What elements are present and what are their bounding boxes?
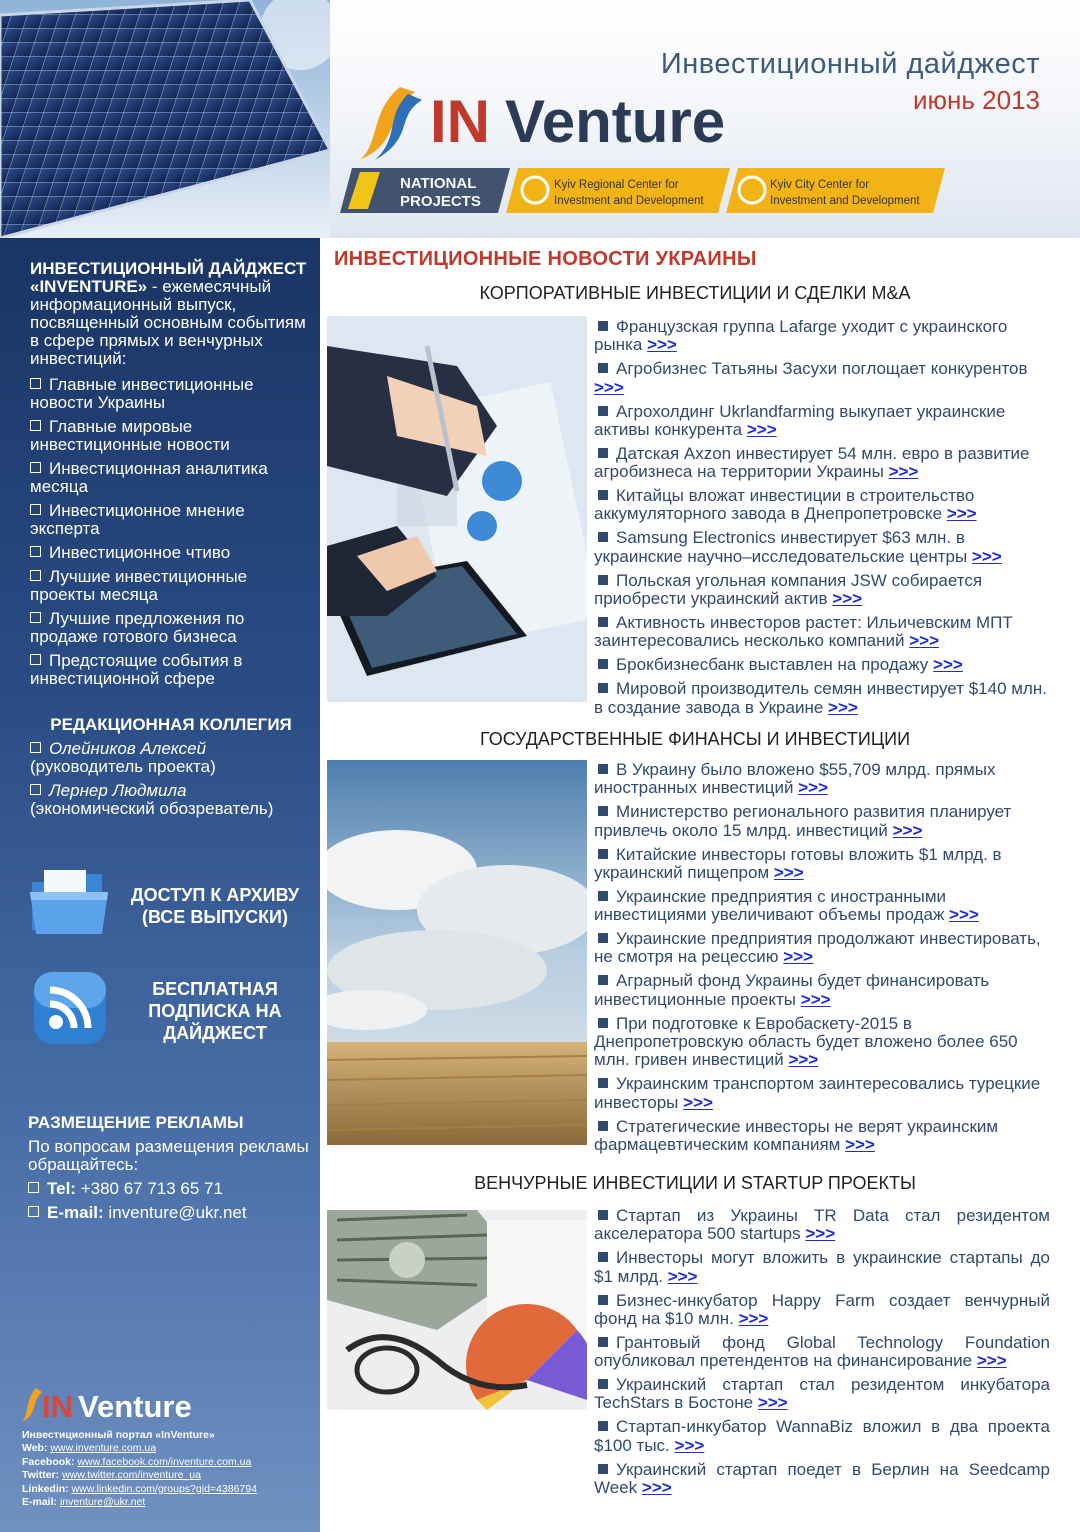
svg-text:IN: IN <box>42 1389 73 1424</box>
category-title: ГОСУДАРСТВЕННЫЕ ФИНАНСЫ И ИНВЕСТИЦИИ <box>479 729 911 749</box>
news-item[interactable]: Датская Axzon инвестирует 54 млн. евро в развитие агробизнеса на территории Украины >>> <box>594 443 1030 482</box>
checkbox-icon <box>30 462 41 473</box>
news-item[interactable]: Украинским транспортом заинтересовались турецкие инвесторы >>> <box>594 1074 1041 1112</box>
bullet-icon <box>598 575 608 585</box>
bullet-icon <box>598 448 608 458</box>
news-item[interactable]: Агрохолдинг Ukrlandfarming выкупает украинские активы конкурента >>> <box>594 401 1006 439</box>
checkbox-icon <box>30 570 41 581</box>
footer-link-facebook[interactable]: Facebook: www.facebook.com/inventure.com.ua <box>22 1455 252 1468</box>
news-item[interactable]: Министерство регионального развития планирует привлечь около 15 млрд. инвестиций >>> <box>594 802 1012 840</box>
bullet-icon <box>598 1078 608 1088</box>
bullet-icon <box>598 933 608 943</box>
bullet-icon <box>598 1337 608 1347</box>
sky-field-photo <box>327 760 587 1145</box>
bullet-icon <box>598 363 608 373</box>
sidebar-intro <box>30 260 312 368</box>
news-item[interactable]: Китайцы вложат инвестиции в строительство аккумуляторного завода в Днепропетровске >>> <box>594 486 977 524</box>
bullet-icon <box>598 683 608 693</box>
news-item[interactable]: Мировой производитель семян инвестирует $140 млн. в создание завода в Украине >>> <box>594 679 1047 717</box>
bullet-icon <box>598 764 608 774</box>
news-list <box>594 761 1050 1160</box>
news-item[interactable]: Инвесторы могут вложить в украинские стартапы до $1 млрд. >>> <box>594 1248 1050 1286</box>
bullet-icon <box>598 975 608 985</box>
bullet-icon <box>598 321 608 331</box>
email-line[interactable]: E-mail: inventure@ukr.net <box>28 1204 310 1222</box>
svg-text:PROJECTS: PROJECTS <box>400 193 481 210</box>
svg-text:NATIONAL: NATIONAL <box>400 175 477 192</box>
bullet-icon <box>598 617 608 627</box>
news-item[interactable]: Украинский стартап стал резидентом инкубатора TechStars в Бостоне >>> <box>594 1375 1050 1413</box>
news-item[interactable]: Украинские предприятия с иностранными инвестициями увеличивают объемы продаж >>> <box>594 886 979 925</box>
svg-text:Kyiv Regional Center for: Kyiv Regional Center for <box>554 179 679 191</box>
news-list <box>594 318 1050 723</box>
svg-text:Venture: Venture <box>505 88 726 155</box>
topic-item: Главные мировые инвестиционные новости <box>30 417 230 454</box>
subscribe-link[interactable]: БЕСПЛАТНАЯ ПОДПИСКА НА ДАЙДЖЕСТ <box>148 979 282 1043</box>
issue-date: июнь 2013 <box>913 85 1040 115</box>
topic-item: Инвестиционная аналитика месяца <box>30 459 268 496</box>
news-item[interactable]: Китайские инвесторы готовы вложить $1 млрд. в украинский пищепром >>> <box>594 844 1002 882</box>
bullet-icon <box>598 1018 608 1028</box>
bullet-icon <box>598 1421 608 1431</box>
intro-bold: ИНВЕСТИЦИОННЫЙ ДАЙДЖЕСТ «INVENTURE» <box>30 259 307 296</box>
news-item[interactable]: Samsung Electronics инвестирует $63 млн. в украинские научно–исследовательские центры >>> <box>594 528 1002 566</box>
business-hands-photo <box>327 316 587 702</box>
digest-title: Инвестиционный дайджест <box>660 48 1040 80</box>
sidebar-footer <box>22 1386 312 1510</box>
category-title: КОРПОРАТИВНЫЕ ИНВЕСТИЦИИ И СДЕЛКИ M&A <box>479 283 911 303</box>
intro-text: - ежемесячный информационный выпуск, посвященный основным событиям в сфере прямых и венчурных инвестиций: <box>30 277 306 368</box>
footer-link-twitter[interactable]: Twitter: www.twitter.com/inventure_ua <box>22 1469 201 1481</box>
checkbox-icon <box>30 378 41 389</box>
editorial-title: РЕДАКЦИОННАЯ КОЛЛЕГИЯ <box>50 715 292 734</box>
topic-item: Лучшие предложения по продаже готового бизнеса <box>30 609 245 646</box>
bullet-icon <box>598 1210 608 1220</box>
svg-text:IN: IN <box>430 88 490 155</box>
header-banner <box>0 0 1080 238</box>
news-item[interactable]: Стартап из Украины TR Data стал резидентом акселератора 500 startups >>> <box>594 1206 1050 1244</box>
ads-text: По вопросам размещения рекламы обращайтесь: <box>28 1137 309 1174</box>
news-item[interactable]: Французская группа Lafarge уходит с украинского рынка >>> <box>594 317 1008 355</box>
inventure-logo <box>360 82 860 162</box>
checkbox-icon <box>28 1206 39 1217</box>
svg-text:Investment and Development: Investment and Development <box>554 195 704 207</box>
archive-folder-icon[interactable] <box>28 868 110 938</box>
bullet-icon <box>598 806 608 816</box>
bullet-icon <box>598 1121 608 1131</box>
news-item[interactable]: Грантовый фонд Global Technology Foundation опубликовал претендентов на финансирование >>> <box>594 1332 1050 1371</box>
svg-text:Venture: Venture <box>78 1389 192 1424</box>
bullet-icon <box>598 1379 608 1389</box>
section-title: ИНВЕСТИЦИОННЫЕ НОВОСТИ УКРАИНЫ <box>334 248 757 270</box>
checkbox-icon <box>30 654 41 665</box>
news-item[interactable]: Польская угольная компания JSW собирается приобрести украинский актив >>> <box>594 570 983 608</box>
bullet-icon <box>598 532 608 542</box>
topic-list <box>30 376 312 694</box>
topic-item: Предстоящие события в инвестиционной сфере <box>30 651 243 688</box>
money-chart-photo <box>327 1210 587 1410</box>
topic-item: Инвестиционное чтиво <box>30 544 312 562</box>
bullet-icon <box>598 1464 608 1474</box>
checkbox-icon <box>30 612 41 623</box>
checkbox-icon <box>30 504 41 515</box>
topic-item: Лучшие инвестиционные проекты месяца <box>30 567 248 604</box>
solar-panels-image <box>0 0 330 238</box>
news-item[interactable]: Бизнес-инкубатор Happy Farm создает венчурный фонд на $10 млн. >>> <box>594 1290 1050 1328</box>
news-item[interactable]: В Украину было вложено $55,709 млрд. прямых иностранных инвестиций >>> <box>594 760 996 798</box>
news-item[interactable]: При подготовке к Евробаскету-2015 в Днепропетровскую область будет вложено более 650 млн. гривен инвестиций >>> <box>594 1013 1018 1070</box>
news-item[interactable]: Агробизнес Татьяны Засухи поглощает конкурентов >>> <box>594 359 1028 397</box>
news-item[interactable]: Стратегические инвесторы не верят украинским фармацевтическим компаниям >>> <box>594 1116 999 1154</box>
news-item[interactable]: Украинский стартап поедет в Берлин на Seedcamp Week >>> <box>594 1459 1050 1497</box>
portal-name: Инвестиционный портал «InVenture» <box>22 1428 215 1441</box>
news-item[interactable]: Стартап-инкубатор WannaBiz вложил в два проекта $100 тыс. >>> <box>594 1417 1050 1455</box>
bullet-icon <box>598 1295 608 1305</box>
editorial-list <box>30 740 312 818</box>
bullet-icon <box>598 891 608 901</box>
footer-link-linkedin[interactable]: Linkedin: www.linkedin.com/groups?gid=4386794 <box>22 1482 257 1495</box>
svg-text:Investment and Development: Investment and Development <box>770 195 920 207</box>
news-item[interactable]: Активность инвесторов растет: Ильичевским МПТ заинтересовались несколько компаний >>> <box>594 612 1013 651</box>
footer-link-email[interactable]: E-mail: inventure@ukr.net <box>22 1496 146 1508</box>
topic-item: Главные инвестиционные новости Украины <box>30 375 254 412</box>
topic-item: Инвестиционное мнение эксперта <box>30 501 245 538</box>
bullet-icon <box>598 406 608 416</box>
archive-link[interactable]: ДОСТУП К АРХИВУ (ВСЕ ВЫПУСКИ) <box>130 885 300 927</box>
footer-logo <box>22 1386 242 1424</box>
editor-item: Олейников Алексей (руководитель проекта) <box>30 739 216 776</box>
bullet-icon <box>598 1252 608 1262</box>
news-item[interactable]: Украинские предприятия продолжают инвестировать, не смотря на рецессию >>> <box>594 929 1041 967</box>
news-item[interactable]: Аграрный фонд Украины будет финансировать инвестиционные проекты >>> <box>594 971 990 1009</box>
sidebar <box>0 238 320 1532</box>
checkbox-icon <box>30 784 41 795</box>
editor-item: Лернер Людмила (экономический обозреватель) <box>30 781 274 818</box>
bullet-icon <box>598 490 608 500</box>
svg-text:Kyiv City Center for: Kyiv City Center for <box>770 179 870 191</box>
checkbox-icon <box>30 742 41 753</box>
bullet-icon <box>598 849 608 859</box>
checkbox-icon <box>30 546 41 557</box>
news-list <box>594 1207 1050 1503</box>
bullet-icon <box>598 659 608 669</box>
tel-line: Tel: +380 67 713 65 71 <box>28 1180 310 1198</box>
ads-title: РАЗМЕЩЕНИЕ РЕКЛАМЫ <box>28 1113 244 1132</box>
checkbox-icon <box>30 420 41 431</box>
category-title: ВЕНЧУРНЫЕ ИНВЕСТИЦИИ И STARTUP ПРОЕКТЫ <box>474 1173 916 1193</box>
footer-link-web[interactable]: Web: www.inventure.com.ua <box>22 1442 157 1454</box>
rss-icon[interactable] <box>30 968 110 1048</box>
partner-logos <box>340 168 950 213</box>
news-item[interactable]: Брокбизнесбанк выставлен на продажу >>> <box>594 656 1050 674</box>
checkbox-icon <box>28 1182 39 1193</box>
